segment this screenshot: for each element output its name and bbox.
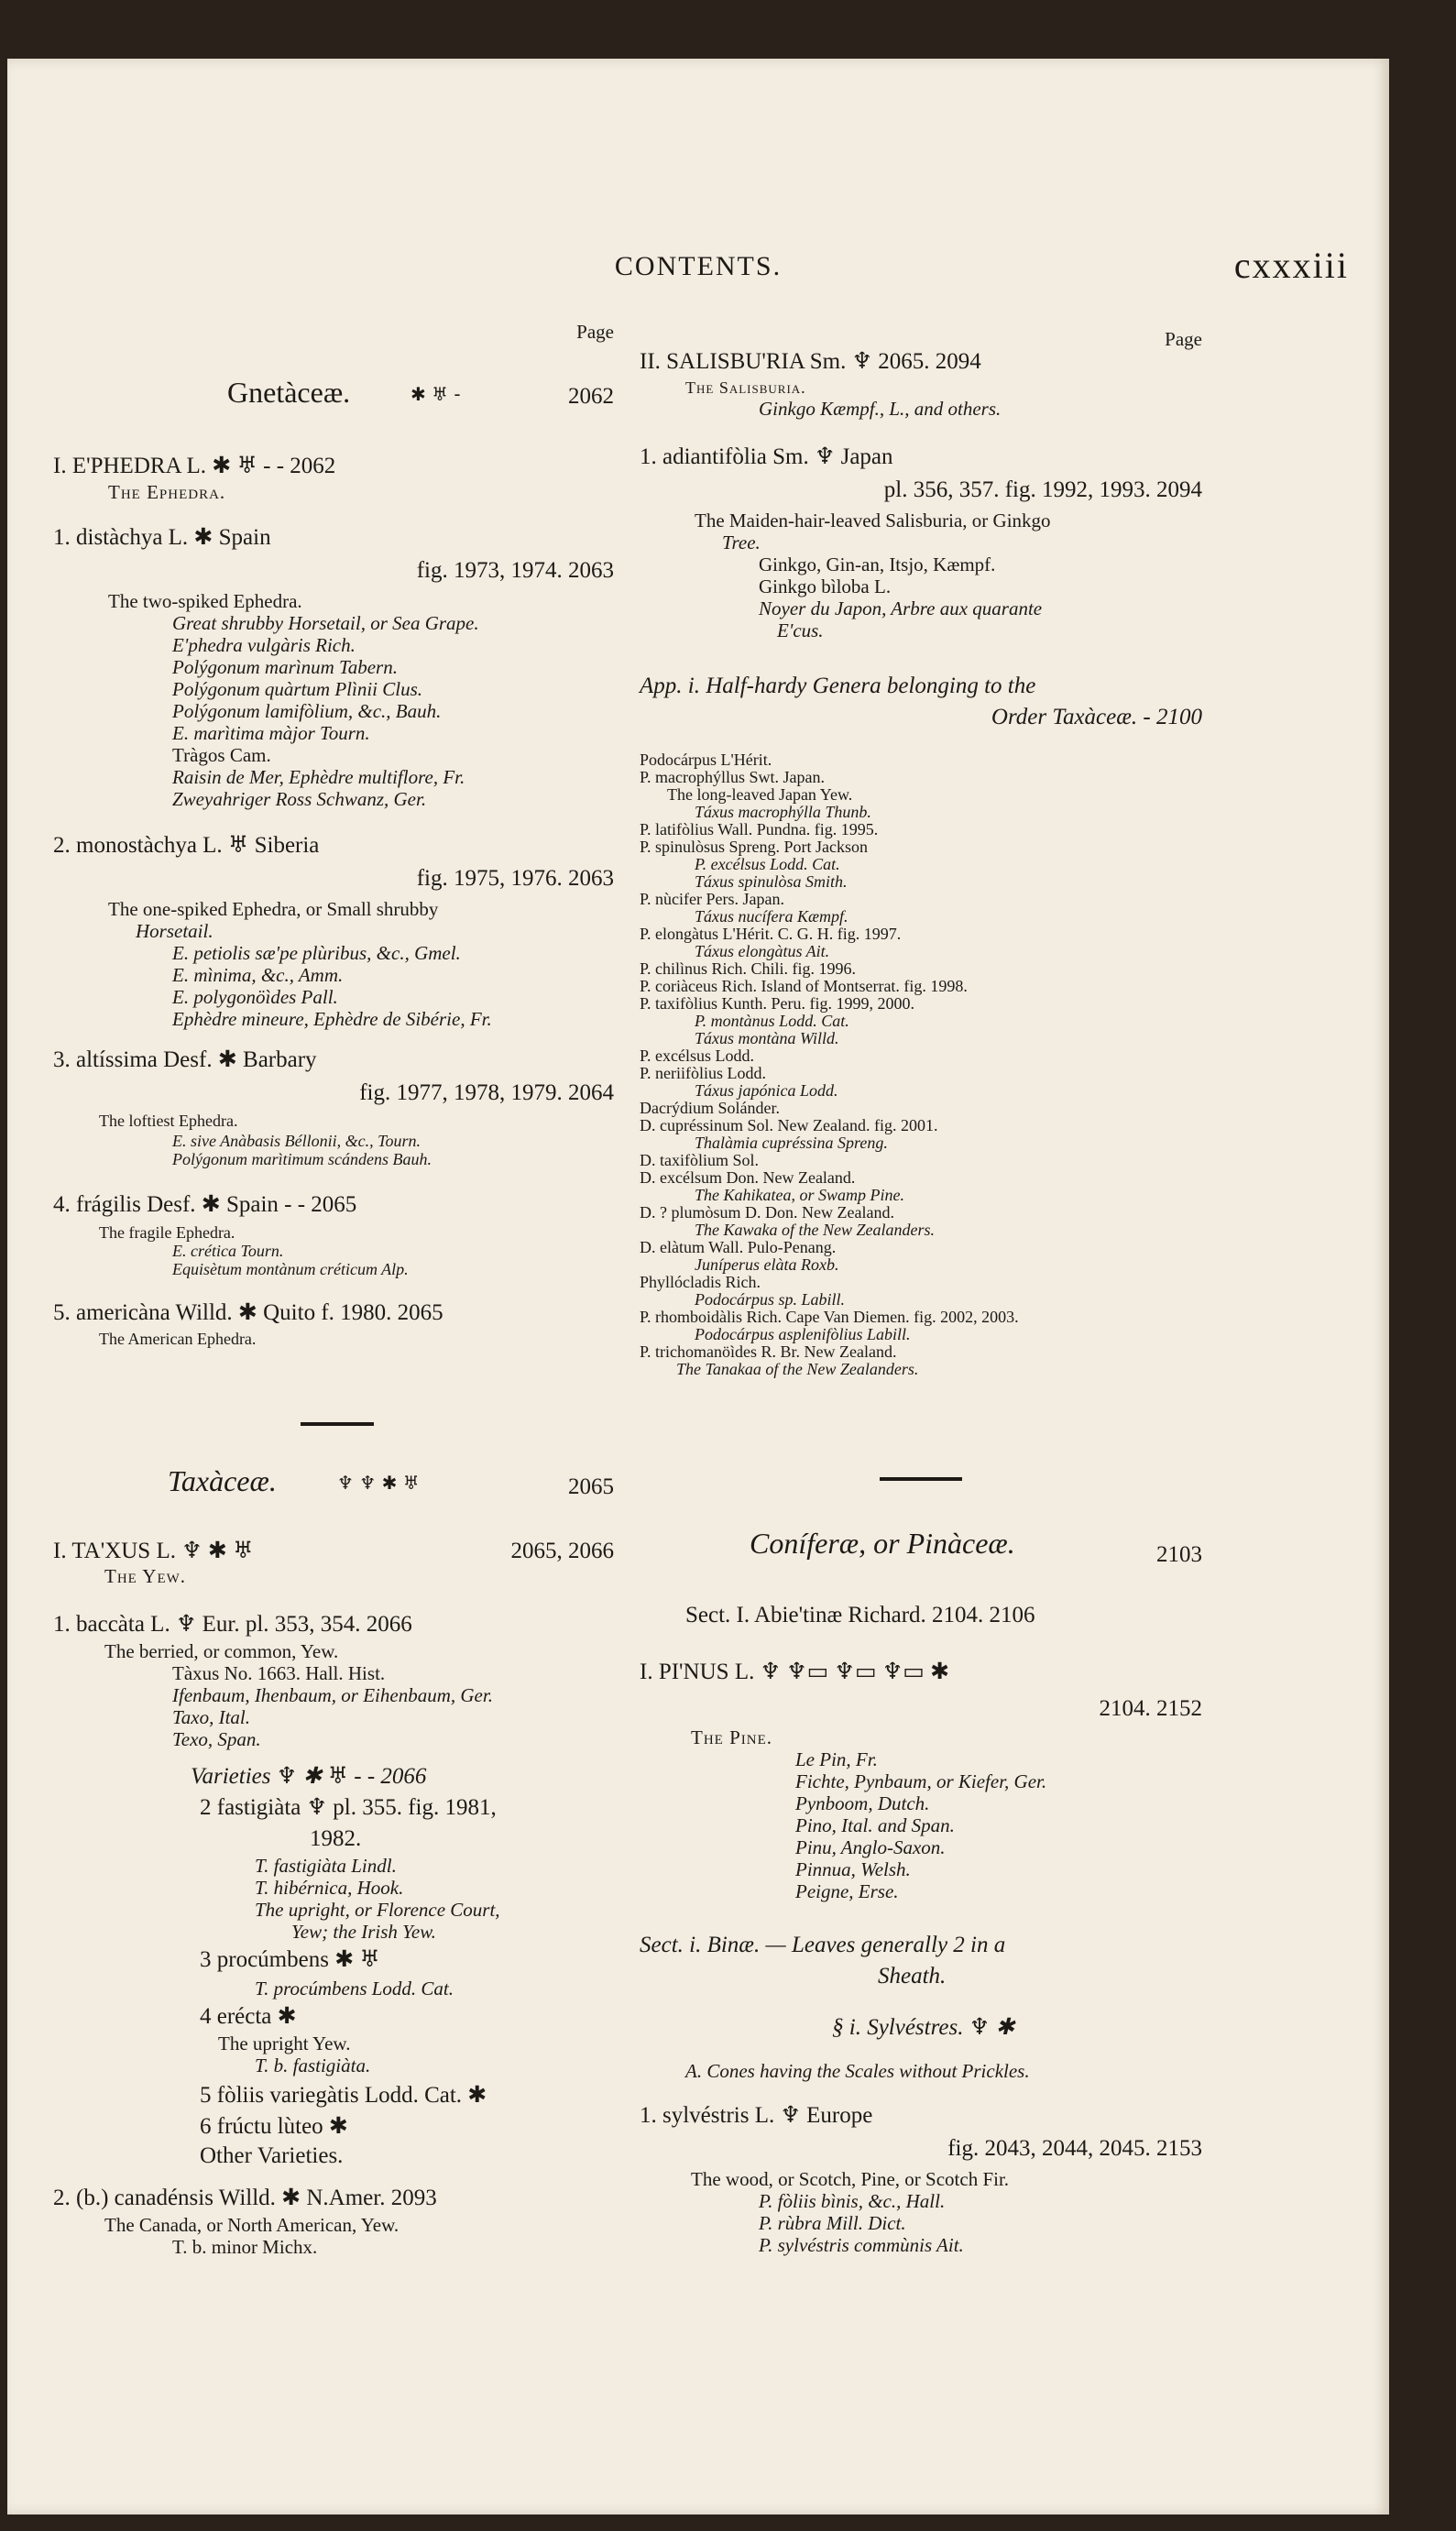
- entry-line: The wood, or Scotch, Pine, or Scotch Fir.: [691, 2168, 1010, 2190]
- gnetaceae-page: 2062: [568, 384, 614, 409]
- app-line: Juníperus elàta Roxb.: [695, 1255, 839, 1274]
- entry-line: 3. altíssima Desf. ✱ Barbary: [53, 1047, 317, 1072]
- sect1-heading: Sect. I. Abie'tinæ Richard. 2104. 2106: [685, 1603, 1035, 1627]
- app-line: Táxus nucífera Kæmpf.: [695, 907, 848, 926]
- app-line: P. montànus Lodd. Cat.: [695, 1012, 849, 1030]
- app-line: D. elàtum Wall. Pulo-Penang.: [640, 1238, 837, 1256]
- salisburia-heading: II. SALISBU'RIA Sm. ♆ 2065. 2094: [640, 349, 981, 374]
- page-label: Page: [1165, 328, 1202, 350]
- entry-line: pl. 356, 357. fig. 1992, 1993. 2094: [883, 477, 1202, 502]
- app-line: P. excélsus Lodd. Cat.: [695, 855, 840, 873]
- gnetaceae-title: Gnetàceæ.: [227, 376, 351, 409]
- app-line: Podocárpus L'Hérit.: [640, 751, 772, 769]
- sylvestres-heading: § i. Sylvéstres. ♆ ✱: [832, 2015, 1015, 2040]
- ephedra-heading: I. E'PHEDRA L. ✱ ♅ - - 2062: [53, 454, 336, 478]
- entry-line: 2 fastigiàta ♆ pl. 355. fig. 1981,: [200, 1795, 497, 1820]
- running-head: CONTENTS.: [614, 251, 783, 281]
- salisburia-sub: The Salisburia.: [685, 378, 806, 397]
- entry-line: E'cus.: [777, 619, 824, 641]
- pinus-sub: The Pine.: [691, 1726, 772, 1748]
- taxaceae-page: 2065: [568, 1474, 614, 1499]
- entry-line: The American Ephedra.: [99, 1330, 257, 1348]
- app-line: Táxus macrophýlla Thunb.: [695, 803, 871, 821]
- cones-heading: A. Cones having the Scales without Prickles.: [685, 2060, 1030, 2082]
- entry-line: E. sive Anàbasis Béllonii, &c., Tourn.: [172, 1132, 421, 1150]
- coniferae-title: Coníferæ, or Pinàceæ.: [750, 1527, 1015, 1560]
- entry-line: The fragile Ephedra.: [99, 1223, 235, 1242]
- entry-line: The two-spiked Ephedra.: [108, 590, 302, 612]
- app-line: P. neriifòlius Lodd.: [640, 1064, 766, 1082]
- pinus-heading: I. PI'NUS L. ♆ ♆▭ ♆▭ ♆▭ ✱: [640, 1660, 950, 1684]
- entry-line: The upright, or Florence Court,: [255, 1899, 500, 1921]
- entry-line: Great shrubby Horsetail, or Sea Grape.: [172, 612, 479, 634]
- entry-line: The loftiest Ephedra.: [99, 1112, 238, 1130]
- taxaceae-title: Taxàceæ.: [168, 1464, 277, 1497]
- entry-line: Ginkgo bìloba L.: [759, 575, 892, 597]
- entry-line: 5. americàna Willd. ✱ Quito f. 1980. 2065: [53, 1300, 443, 1325]
- app-line: D. ? plumòsum D. Don. New Zealand.: [640, 1203, 894, 1222]
- entry-line: fig. 1973, 1974. 2063: [416, 558, 614, 583]
- app-line: P. taxifòlius Kunth. Peru. fig. 1999, 2000.: [640, 994, 914, 1013]
- app-line: P. excélsus Lodd.: [640, 1046, 754, 1065]
- app-line: Táxus montàna Willd.: [695, 1029, 839, 1047]
- coniferae-page: 2103: [1156, 1542, 1202, 1567]
- app-line: Dacrýdium Solánder.: [640, 1099, 780, 1117]
- entry-line: Zweyahriger Ross Schwanz, Ger.: [172, 788, 427, 810]
- entry-line: P. rùbra Mill. Dict.: [759, 2212, 906, 2234]
- entry-line: Varieties ♆ ✱ ♅ - - 2066: [191, 1764, 427, 1789]
- entry-line: E. crética Tourn.: [172, 1242, 284, 1260]
- app-line: The Kahikatea, or Swamp Pine.: [695, 1186, 904, 1204]
- app-line: D. cupréssinum Sol. New Zealand. fig. 2001.: [640, 1116, 938, 1134]
- gnetaceae-symbols: ✱ ♅ -: [411, 383, 461, 405]
- entry-line: 2. monostàchya L. ♅ Siberia: [53, 833, 320, 858]
- entry-line: T. hibérnica, Hook.: [255, 1877, 404, 1899]
- entry-line: Other Varieties.: [200, 2143, 344, 2168]
- app-line: D. taxifòlium Sol.: [640, 1151, 759, 1169]
- appendix-line: Order Taxàceæ. - 2100: [991, 705, 1202, 729]
- entry-line: Noyer du Japon, Arbre aux quarante: [759, 597, 1043, 619]
- entry-line: Equisètum montànum créticum Alp.: [172, 1260, 409, 1278]
- entry-line: E. petiolis sæ'pe plùribus, &c., Gmel.: [172, 942, 461, 964]
- taxus-heading: I. TA'XUS L. ♆ ✱ ♅: [53, 1539, 254, 1563]
- entry-line: Tree.: [722, 531, 761, 553]
- entry-line: 1. adiantifòlia Sm. ♆ Japan: [640, 444, 893, 469]
- entry-line: Raisin de Mer, Ephèdre multiflore, Fr.: [172, 766, 465, 788]
- entry-line: E'phedra vulgàris Rich.: [172, 634, 356, 656]
- pinus-pages: 2104. 2152: [1099, 1696, 1202, 1721]
- section-rule: [880, 1477, 962, 1481]
- section-rule: [301, 1422, 374, 1426]
- entry-line: P. fòliis bìnis, &c., Hall.: [759, 2190, 946, 2212]
- app-line: P. chilìnus Rich. Chili. fig. 1996.: [640, 959, 857, 978]
- entry-line: The one-spiked Ephedra, or Small shrubby: [108, 898, 439, 920]
- entry-line: Polýgonum quàrtum Plìnii Clus.: [172, 678, 422, 700]
- entry-line: Yew; the Irish Yew.: [291, 1921, 436, 1943]
- app-line: Phyllócladis Rich.: [640, 1273, 761, 1291]
- entry-line: fig. 2043, 2044, 2045. 2153: [947, 2136, 1202, 2161]
- pinus-name: Pinu, Anglo-Saxon.: [795, 1836, 946, 1858]
- entry-line: 1. sylvéstris L. ♆ Europe: [640, 2103, 873, 2128]
- entry-line: 1982.: [310, 1826, 362, 1851]
- app-line: The Kawaka of the New Zealanders.: [695, 1221, 935, 1239]
- app-line: The Tanakaa of the New Zealanders.: [676, 1360, 919, 1378]
- app-line: P. nùcifer Pers. Japan.: [640, 890, 784, 908]
- entry-line: Ephèdre mineure, Ephèdre de Sibérie, Fr.: [172, 1008, 492, 1030]
- app-line: P. macrophýllus Swt. Japan.: [640, 768, 825, 786]
- ephedra-sub: The Ephedra.: [108, 481, 226, 503]
- entry-line: 4. frágilis Desf. ✱ Spain - - 2065: [53, 1192, 357, 1217]
- entry-line: The upright Yew.: [218, 2032, 351, 2054]
- pinus-name: Pino, Ital. and Span.: [795, 1814, 955, 1836]
- entry-line: Polýgonum marìnum Tabern.: [172, 656, 398, 678]
- page-label: Page: [576, 321, 614, 343]
- pinus-name: Pinnua, Welsh.: [795, 1858, 911, 1880]
- entry-line: Tràgos Cam.: [172, 744, 271, 766]
- entry-line: Texo, Span.: [172, 1728, 261, 1750]
- app-line: P. latifòlius Wall. Pundna. fig. 1995.: [640, 820, 879, 838]
- taxaceae-symbols: ♆ ♆ ✱ ♅: [337, 1472, 420, 1494]
- app-line: P. spinulòsus Spreng. Port Jackson: [640, 838, 869, 856]
- app-line: Táxus japónica Lodd.: [695, 1081, 838, 1100]
- entry-line: fig. 1977, 1978, 1979. 2064: [359, 1080, 614, 1105]
- taxus-sub: The Yew.: [104, 1565, 187, 1587]
- entry-line: T. fastigiàta Lindl.: [255, 1855, 397, 1877]
- entry-line: Ginkgo, Gin-an, Itsjo, Kæmpf.: [759, 553, 996, 575]
- entry-line: Ifenbaum, Ihenbaum, or Eihenbaum, Ger.: [172, 1684, 493, 1706]
- appendix-line: App. i. Half-hardy Genera belonging to the: [640, 674, 1036, 698]
- entry-line: Polýgonum marìtimum scándens Bauh.: [172, 1150, 432, 1168]
- entry-line: E. mìnima, &c., Amm.: [172, 964, 344, 986]
- pinus-name: Fichte, Pynbaum, or Kiefer, Ger.: [795, 1770, 1047, 1792]
- entry-line: E. marìtima màjor Tourn.: [172, 722, 370, 744]
- app-line: P. trichomanöìdes R. Br. New Zealand.: [640, 1342, 897, 1361]
- pinus-name: Le Pin, Fr.: [795, 1748, 878, 1770]
- entry-line: Taxo, Ital.: [172, 1706, 250, 1728]
- entry-line: Tàxus No. 1663. Hall. Hist.: [172, 1662, 386, 1684]
- entry-line: The Maiden-hair-leaved Salisburia, or Ginkgo: [695, 509, 1051, 531]
- page-number: cxxxiii: [1233, 245, 1349, 286]
- entry-line: 6 frúctu lùteo ✱: [200, 2114, 348, 2139]
- secti-line: Sect. i. Binæ. — Leaves generally 2 in a: [640, 1933, 1006, 1957]
- entry-line: 2. (b.) canadénsis Willd. ✱ N.Amer. 2093: [53, 2186, 437, 2210]
- app-line: D. excélsum Don. New Zealand.: [640, 1168, 856, 1187]
- taxus-pages: 2065, 2066: [510, 1539, 614, 1563]
- secti-line: Sheath.: [878, 1964, 947, 1989]
- app-line: P. rhomboidàlis Rich. Cape Van Diemen. fig. 2002, 2003.: [640, 1308, 1019, 1326]
- entry-line: Polýgonum lamifòlium, &c., Bauh.: [172, 700, 442, 722]
- entry-line: The Canada, or North American, Yew.: [104, 2214, 400, 2236]
- entry-line: The berried, or common, Yew.: [104, 1640, 339, 1662]
- app-line: Thalàmia cupréssina Spreng.: [695, 1134, 888, 1152]
- app-line: Táxus spinulòsa Smith.: [695, 872, 848, 891]
- entry-line: 4 erécta ✱: [200, 2004, 297, 2029]
- entry-line: 5 fòliis variegàtis Lodd. Cat. ✱: [200, 2083, 487, 2108]
- app-line: The long-leaved Japan Yew.: [667, 785, 853, 804]
- entry-line: T. b. minor Michx.: [172, 2236, 318, 2258]
- entry-line: fig. 1975, 1976. 2063: [416, 866, 614, 891]
- book-page: [7, 59, 1389, 2515]
- app-line: Podocárpus asplenifòlius Labill.: [695, 1325, 911, 1343]
- entry-line: 1. distàchya L. ✱ Spain: [53, 525, 271, 550]
- salisburia-alt: Ginkgo Kæmpf., L., and others.: [759, 398, 1002, 420]
- pinus-name: Pynboom, Dutch.: [795, 1792, 930, 1814]
- app-line: Podocárpus sp. Labill.: [695, 1290, 846, 1309]
- app-line: P. elongàtus L'Hérit. C. G. H. fig. 1997.: [640, 925, 902, 943]
- entry-line: Horsetail.: [136, 920, 213, 942]
- pinus-name: Peigne, Erse.: [795, 1880, 899, 1902]
- entry-line: T. b. fastigiàta.: [255, 2054, 371, 2076]
- app-line: P. coriàceus Rich. Island of Montserrat. fig. 1998.: [640, 977, 968, 995]
- entry-line: T. procúmbens Lodd. Cat.: [255, 1978, 454, 2000]
- entry-line: 3 procúmbens ✱ ♅: [200, 1947, 380, 1972]
- app-line: Táxus elongàtus Ait.: [695, 942, 830, 960]
- entry-line: E. polygonöìdes Pall.: [172, 986, 338, 1008]
- entry-line: 1. baccàta L. ♆ Eur. pl. 353, 354. 2066: [53, 1612, 412, 1637]
- entry-line: P. sylvéstris commùnis Ait.: [759, 2234, 964, 2256]
